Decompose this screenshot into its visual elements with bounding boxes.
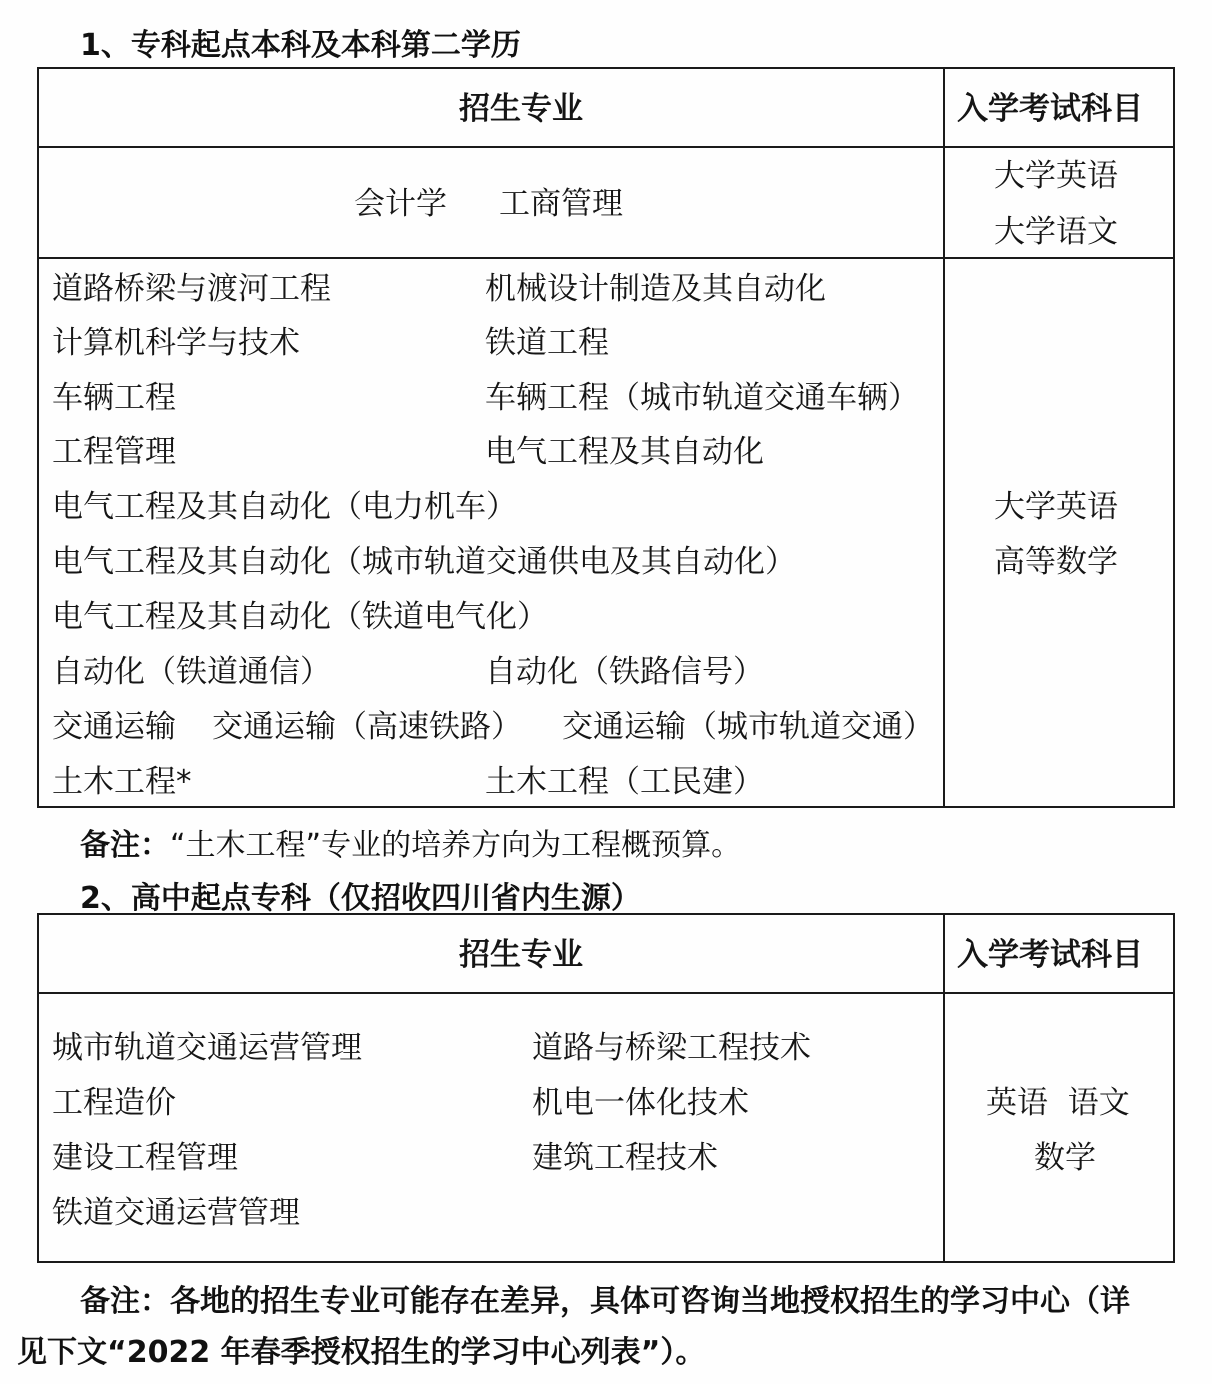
section2-table	[37, 913, 1175, 1263]
major-item: 建筑工程技术	[532, 1140, 718, 1176]
major-item: 自动化（铁道通信）	[52, 654, 331, 690]
exam-subject: 大学英语	[994, 489, 1118, 525]
major-item: 交通运输	[52, 709, 176, 745]
major-item: 电气工程及其自动化（电力机车）	[52, 489, 517, 525]
header-majors: 招生专业	[459, 91, 583, 127]
row-divider	[39, 146, 1173, 148]
major-item: 工程管理	[52, 434, 176, 470]
major-item: 城市轨道交通运营管理	[52, 1030, 362, 1066]
exam-subject: 大学英语	[994, 158, 1118, 194]
major-item: 铁道工程	[485, 325, 609, 361]
major-item: 铁道交通运营管理	[52, 1195, 300, 1231]
major-item: 交通运输（城市轨道交通）	[562, 709, 934, 745]
exam-subject: 高等数学	[994, 544, 1118, 580]
major-item: 车辆工程（城市轨道交通车辆）	[485, 380, 919, 416]
major-item: 道路与桥梁工程技术	[532, 1030, 811, 1066]
major-item: 交通运输（高速铁路）	[212, 709, 522, 745]
column-divider	[943, 69, 945, 806]
major-item: 机电一体化技术	[532, 1085, 749, 1121]
footer-note-line1: 备注：各地的招生专业可能存在差异，具体可咨询当地授权招生的学习中心（详	[80, 1284, 1130, 1319]
header-exams: 入学考试科目	[957, 91, 1143, 127]
row-divider	[39, 992, 1173, 994]
note-label: 备注：	[80, 828, 170, 863]
exam-subject: 英语 语文	[986, 1085, 1130, 1121]
major-item: 会计学	[354, 186, 447, 222]
row-divider	[39, 257, 1173, 259]
major-item: 工商管理	[499, 186, 623, 222]
major-item: 土木工程（工民建）	[485, 764, 764, 800]
major-item: 建设工程管理	[52, 1140, 238, 1176]
section1-title: 1、专科起点本科及本科第二学历	[80, 28, 521, 63]
header-exams: 入学考试科目	[957, 937, 1143, 973]
major-item: 计算机科学与技术	[52, 325, 300, 361]
major-item: 土木工程*	[52, 764, 192, 800]
major-item: 电气工程及其自动化（铁道电气化）	[52, 599, 548, 635]
major-item: 车辆工程	[52, 380, 176, 416]
footer-note-line2: 见下文“2022 年春季授权招生的学习中心列表”）。	[17, 1335, 706, 1370]
exam-subject: 大学语文	[994, 214, 1118, 250]
major-item: 工程造价	[52, 1085, 176, 1121]
note-text: “土木工程”专业的培养方向为工程概预算。	[170, 828, 742, 863]
major-item: 电气工程及其自动化	[485, 434, 764, 470]
column-divider	[943, 915, 945, 1261]
section1-note	[80, 820, 741, 864]
major-item: 机械设计制造及其自动化	[485, 271, 826, 307]
section1-table	[37, 67, 1175, 808]
exam-subject: 数学	[1034, 1140, 1096, 1176]
major-item: 电气工程及其自动化（城市轨道交通供电及其自动化）	[52, 544, 796, 580]
header-majors: 招生专业	[459, 937, 583, 973]
major-item: 自动化（铁路信号）	[485, 654, 764, 690]
major-item: 道路桥梁与渡河工程	[52, 271, 331, 307]
section2-title: 2、高中起点专科（仅招收四川省内生源）	[80, 881, 641, 916]
